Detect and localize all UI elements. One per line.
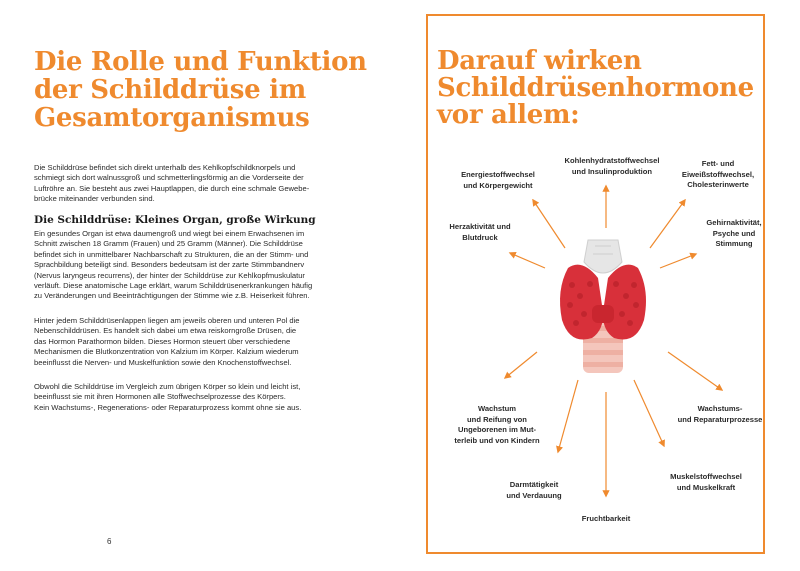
effect-brain [698,218,770,250]
effect-line: Wachstum [477,404,517,413]
text-line: Schnitt zwischen 18 Gramm (Frauen) und 25 Gramm (Männer). Die Schilddrüse [34,239,303,249]
effect-line: Eiweißstoffwechsel, [681,169,755,179]
text-line: Die Schilddrüse befindet sich direkt unterhalb des Kehlkopfschildknorpels und [34,163,296,172]
right-page [400,0,800,571]
text-line: schmiegt sich dort walnussgroß und schmetterlingsförmig an die Vorderseite der [34,173,304,183]
effect-line: terleib und von Kindern [454,435,540,445]
section1-paragraph [34,229,334,302]
intro-paragraph [34,163,334,205]
text-line: Hinter jedem Schilddrüsenlappen liegen am jeweils oberen und unteren Pol die [34,316,300,325]
page-title [34,48,367,132]
effect-line: und Insulinproduktion [571,166,653,176]
effect-line: und Reparaturprozesse [677,414,763,424]
text-line: das Hormon Parathormon bilden. Dieses Hormon steuert über verschiedene [34,336,291,346]
effect-line: Fett- und [701,159,735,168]
effect-line: und Verdauung [506,490,562,500]
effect-fertility [566,514,646,525]
effect-line: Wachstums- [697,404,743,413]
effect-muscle [656,472,756,493]
text-line: beeinflusst die Nerven- und Muskelfunktion sowie den Knochenstoffwechsel. [34,357,292,367]
text-line: verläuft. Diese anatomische Lage erklärt, warum Schilddrüsenerkrankungen häufig [34,281,313,291]
text-line: zu Veränderungen und Beeinträchtigungen der Stimme wie z.B. Heiserkeit führen. [34,291,310,301]
effect-line: Energiestoffwechsel [461,170,535,179]
effect-growth-development [442,404,552,446]
effect-fat-protein [670,159,766,191]
effect-line: und Muskelkraft [676,482,736,492]
text-line: beeinflusst sie mit ihren Hormonen alle Stoffwechselprozesse des Körpers. [34,392,286,402]
effect-line: Fruchtbarkeit [581,514,631,523]
text-line: brücke miteinander verbunden sind. [34,194,155,204]
title-line: Schilddrüsenhormone [437,73,754,103]
effect-line: Cholesterinwerte [687,180,749,189]
effect-growth-repair [668,404,772,425]
text-line: Mechanismen die Blutkonzentration von Kalzium im Körper. Kalzium wiederum [34,347,299,357]
text-line: befindet sich in unmittelbarer Nachbarschaft zu Strukturen, die an der Stimm- und [34,249,309,259]
text-line: Luftröhre an. Sie besteht aus zwei Hauptlappen, die durch eine schmale Gewebe- [34,183,310,193]
effect-line: Muskelstoffwechsel [670,472,742,481]
effect-digestion [492,480,576,501]
effect-line: Stimmung [715,239,753,248]
text-line: (Nervus laryngeus recurrens), der hinter der Schilddrüse zur Kehlkopfmuskulatur [34,270,305,280]
text-line: Nebenschilddrüsen. Es handelt sich dabei um etwa reiskorngroße Drüsen, die [34,326,297,336]
effect-line: und Körpergewicht [463,180,533,190]
effect-line: Darmtätigkeit [509,480,559,489]
effect-line: Blutdruck [462,232,498,242]
text-line: Kein Wachstums-, Regenerations- oder Reparaturprozess kommt ohne sie aus. [34,402,302,412]
section-subheading: Die Schilddrüse: Kleines Organ, große Wirkung [34,214,316,226]
page-number: 6 [107,537,112,546]
section2-paragraph [34,316,334,368]
title-line: Darauf wirken [437,46,642,76]
effect-line: Herzaktivität und [449,222,511,231]
title-line: vor allem: [437,100,580,130]
title-line: Gesamtorganismus [34,103,310,133]
effect-line: Kohlenhydratstoffwechsel [564,156,660,165]
title-line: Die Rolle und Funktion [34,47,367,77]
larynx-icon [584,240,622,273]
effect-line: und Reifung von [467,414,527,424]
effect-energy [448,170,548,191]
text-line: Sprachbildung beteiligt sind. Besonders bedeutsam ist der zarte Stimmbandnerv [34,260,305,270]
effect-carbohydrate [553,156,671,177]
effect-line: Psyche und [712,228,756,238]
text-line: Ein gesundes Organ ist etwa daumengroß und wiegt bei einem Erwachsenen im [34,229,305,238]
text-line: Obwohl die Schilddrüse im Vergleich zum übrigen Körper so klein und leicht ist, [34,382,301,391]
effect-line: Gehirnaktivität, [706,218,762,227]
title-line: der Schilddrüse im [34,75,306,105]
effect-heart [440,222,520,243]
section3-paragraph [34,382,334,413]
effect-line: Ungeborenen im Mut- [457,425,537,434]
